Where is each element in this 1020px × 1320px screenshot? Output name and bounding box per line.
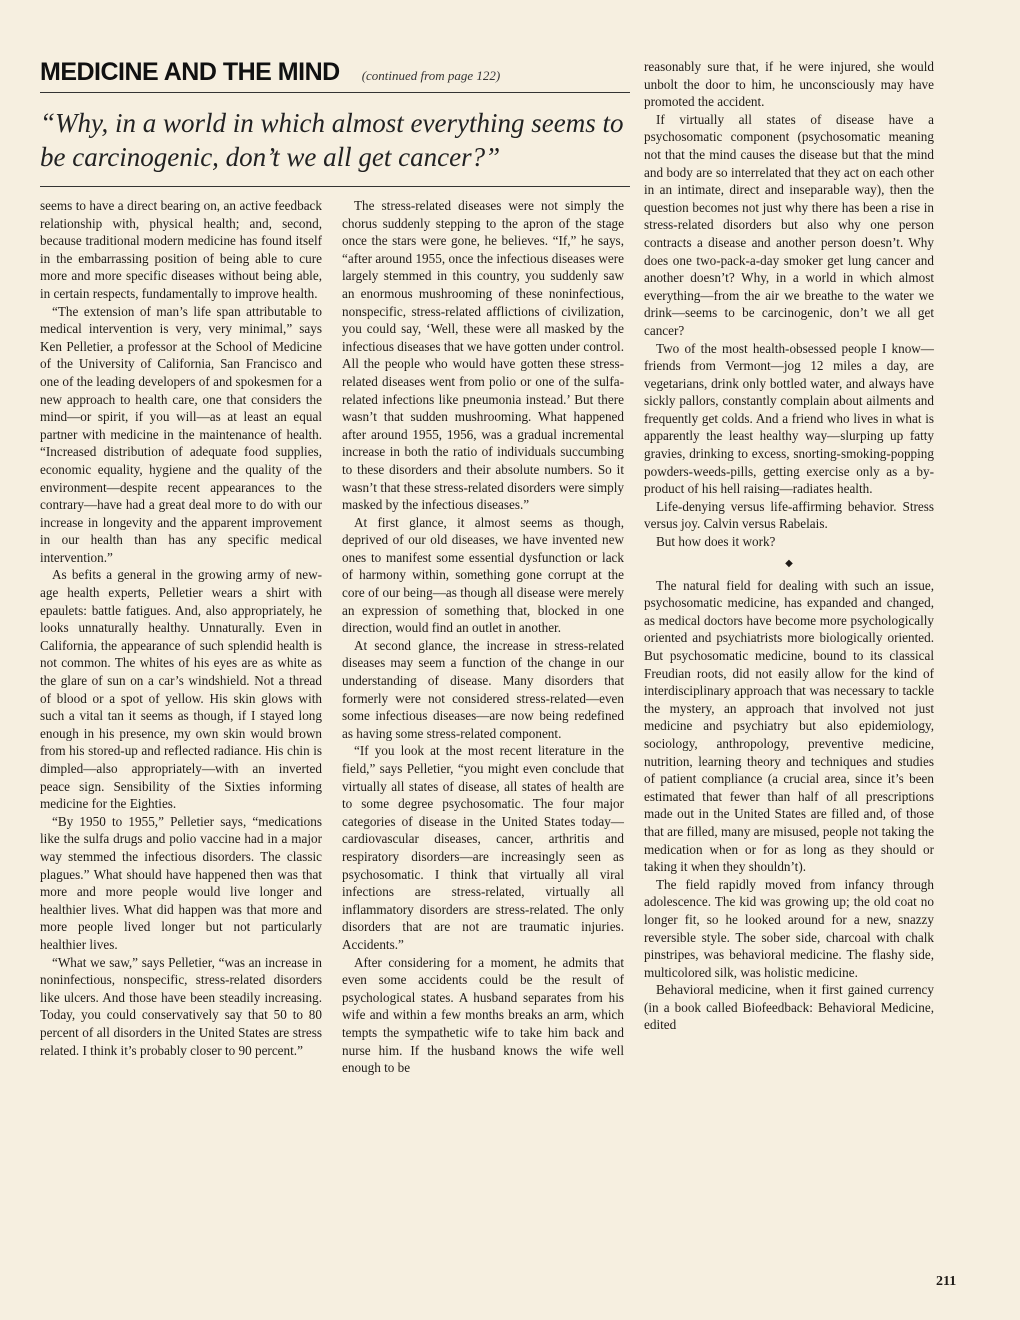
paragraph: At first glance, it almost seems as though, deprived of our old diseases, we have invented new ones to manifest some essential dysfunction or lack of harmony within, something gone corrupt at the core of our being—as though all disease were merely an expression of something that, blocked in one direction, would find an outlet in another.: [342, 514, 624, 636]
top-rule: [40, 92, 630, 93]
text-column-2: [342, 197, 624, 1077]
text-column-1: [40, 197, 322, 1059]
text-column-3: [644, 58, 934, 1034]
paragraph: But how does it work?: [656, 534, 776, 550]
paragraph: Two of the most health-obsessed people I know—friends from Vermont—jog 12 miles a day, are vegetarians, drink only bottled water, and always have sickly pallors, constantly complain about ailments and frequently get colds. And a friend who lives in what is apparently the least healthy way—slurping up fatty gravies, drinking to excess, snorting-smoking-popping powders-weeds-pills, getting exercise only as a by-product of his hell raising—radiates health.: [644, 340, 934, 497]
bottom-rule: [40, 186, 630, 187]
paragraph: “If you look at the most recent literature in the field,” says Pelletier, “you might even conclude that virtually all states of disease, all states of health are to some degree psychosomatic. The four major categories of disease in the United States today—cardiovascular diseases, cancer, arthritis and respiratory disorders—are increasingly seen as psychosomatic. I think that virtually all viral infections are stress-related, virtually all inflammatory disorders are stress-related. The only disorders that are not are traumatic injuries. Accidents.”: [342, 743, 624, 952]
paragraph: The field rapidly moved from infancy through adolescence. The kid was growing up; the old coat no longer fit, so he looked around for a new, snazzy reversible style. The sober side, charcoal with chalk pinstripes, was behavioral medicine. The flashy side, multicolored silk, was holistic medicine.: [644, 876, 934, 980]
section-title: MEDICINE AND THE MIND: [40, 58, 340, 86]
paragraph: Life-denying versus life-affirming behavior. Stress versus joy. Calvin versus Rabelais.: [644, 498, 934, 532]
paragraph: After considering for a moment, he admits that even some accidents could be the result of psychological states. A husband separates from his wife and within a few months breaks an arm, which tempts the sympathetic wife to take him back and nurse him. If the husband knows the wife well enough to be: [342, 954, 624, 1076]
paragraph: The stress-related diseases were not simply the chorus suddenly stepping to the apron of the stage once the stars were gone, he believes. “If,” he says, “after around 1955, once the infectious diseases were largely stemmed in this country, you suddenly saw an enormous mushrooming of these noninfectious, nonspecific, stress-related afflictions of civilization, you could say, ‘Well, these were all masked by the infectious diseases that we have gotten under control. All the people who would have gotten these stress-related diseases went from polio or one of the sulfa-related infections like pneumonia instead.’ But there wasn’t that sudden mushrooming. What happened after around 1955, 1956, was a gradual incremental increase in both the ratio of individuals succumbing to these disorders and their absolute numbers. So it wasn’t that these stress-related disorders were simply masked by the infectious diseases.”: [342, 198, 624, 513]
pull-quote: “Why, in a world in which almost everything seems to be carcinogenic, don’t we all get cancer?”: [40, 108, 624, 172]
paragraph: As befits a general in the growing army of new-age health experts, Pelletier wears a shirt with epaulets: battle fatigues. And, also appropriately, he looks unnaturally healthy. Unnaturally. Even in California, the appearance of such splendid health is not common. The whites of his eyes are as white as the glare of sun on a car’s windshield. Not a thread of blood or a spot of yellow. His skin glows with such a vital tan it seems as though, if I stayed long enough in his presence, my own skin would brown from his stored-up and reflected radiance. His chin is dimpled—also appropriately—with an inverted peace sign. Sensibility of the Sixties informing medicine for the Eighties.: [40, 567, 322, 812]
paragraph: “By 1950 to 1955,” Pelletier says, “medications like the sulfa drugs and polio vaccine had in a major way stemmed the infectious disorders. The classic plagues.” What should have happened then was that more and more people would live longer and healthier lives. What did happen was that more and more people lived longer but not particularly healthier lives.: [40, 813, 322, 952]
continued-note: (continued from page 122): [361, 68, 501, 83]
section-header: [40, 58, 630, 87]
paragraph: At second glance, the increase in stress-related diseases may seem a function of the change in our understanding of disease. Many disorders that formerly were not considered stress-related—even some infectious diseases—are now being redefined as having some stress-related component.: [342, 637, 624, 741]
paragraph: “What we saw,” says Pelletier, “was an increase in noninfectious, nonspecific, stress-related disorders like ulcers. And those have been steadily increasing. Today, you could conservatively say that 50 to 80 percent of all disorders in the United States are stress related. I think it’s probably closer to 90 percent.”: [40, 954, 322, 1058]
paragraph: Behavioral medicine, when it first gained currency (in a book called Biofeedback: Behavioral Medicine, edited: [644, 982, 934, 1033]
section-separator-ornament: ◆: [785, 557, 793, 569]
paragraph: seems to have a direct bearing on, an active feedback relationship with, physical health; and, second, because traditional modern medicine has found itself in the embarrassing position of being able to cure more and more specific diseases without being able, in certain respects, fundamentally to improve health.: [40, 198, 322, 301]
page-number: 211: [936, 1274, 957, 1289]
paragraph: reasonably sure that, if he were injured, she would unbolt the door to him, he unconsciously may have promoted the accident.: [644, 59, 934, 110]
paragraph: The natural field for dealing with such an issue, psychosomatic medicine, has expanded and changed, as medical doctors have become more psychologically oriented and psychiatrists more biologically oriented. But psychosomatic medicine, bound to its classical Freudian roots, did not easily allow for the kind of interdisciplinary approach that was necessary to tackle the mystery, an approach that involved not just medicine and psychiatry but also epidemiology, sociology, anthropology, preventive medicine, nutrition, learning theory and techniques and studies of patient compliance (a crucial area, since it’s been estimated that fewer than half of all prescriptions made out in the United States are filled and, of those that are filled, many are misused, people not taking the medication when or for as long as they should or taking it when they shouldn’t).: [644, 577, 934, 875]
paragraph: “The extension of man’s life span attributable to medical intervention is very, very minimal,” says Ken Pelletier, a professor at the School of Medicine of the University of California, San Francisco and one of the leading developers of and spokesmen for a new approach to health care, one that considers the mind—or spirit, if you will—as at least an equal partner with medicine in the maintenance of health. “Increased distribution of adequate food supplies, economic equality, hygiene and the quality of the environment—despite recent appearances to the contrary—have had a great deal more to do with our increase in longevity and the apparent improvement in our health than has any specific medical intervention.”: [40, 303, 322, 565]
paragraph: If virtually all states of disease have a psychosomatic component (psychosomatic meaning not that the mind causes the disease but that the mind and body are so interrelated that they act on each other in an intimate, direct and inseparable way), then the question becomes not just why there has been a rise in stress-related disorders but also why one person contracts a disease and another person doesn’t. Why does one two-pack-a-day smoker get lung cancer and another doesn’t? Why, in a world in which almost everything—from the air we breathe to the water we drink—seems to be carcinogenic, don’t we all get cancer?: [644, 111, 934, 338]
